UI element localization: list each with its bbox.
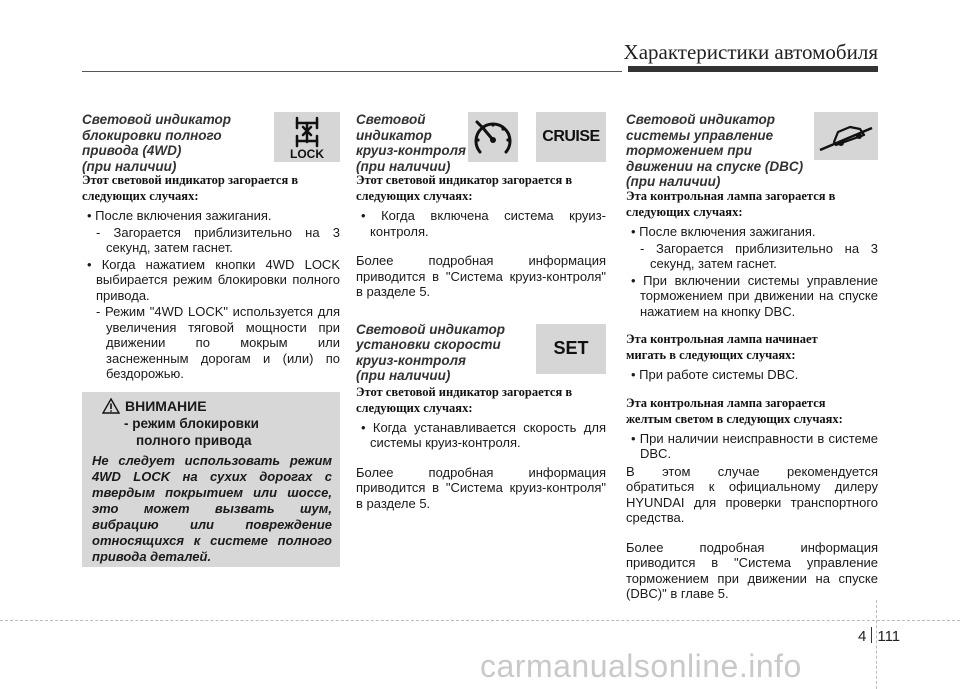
4wd-lock-indicator: [274, 112, 340, 162]
para-set-more-info: Более подробная информация приводится в "Система круиз-контроля" в разделе 5.: [356, 464, 606, 511]
bullet-cruise-on: • Когда включена система круиз-контроля.: [361, 208, 606, 239]
cruise-speedometer-icon: [468, 112, 518, 162]
para-cruise-more-info: Более подробная информация приводится в "Система круиз-контроля" в разделе 5.: [356, 253, 606, 299]
warning-title: ВНИМАНИЕ: [125, 398, 207, 414]
bullet-dbc-ignition: • После включения зажигания.: [631, 224, 816, 239]
warning-body: Не следует использовать режим 4WD LOCK на сухих дорогах с твердым покрытием или шоссе, это может вызвать шум, вибрацию или повреждение относящихся к системе полного привода деталей.: [92, 453, 332, 564]
chapter-number: 4: [858, 628, 867, 645]
bullet-dbc-malfunction: • При наличии неисправности в системе DBC.: [631, 430, 878, 461]
para-dbc-more-info: Более подробная информация приводится в "Система управление торможением при движении на спуске (DBC)" в главе 5.: [626, 539, 878, 601]
sub-dbc-ignition: - Загорается приблизительно на 3 секунд, затем гаснет.: [640, 240, 878, 271]
dbc-indicator: [814, 112, 878, 160]
cruise-indicator-speedo: [468, 112, 518, 162]
bullet-4wd-lock-button: • Когда нажатием кнопки 4WD LOCK выбирается режим блокировки полного привода.: [87, 256, 340, 303]
section-header-set: [356, 321, 606, 383]
section-header-cruise: [356, 112, 606, 174]
cruise-indicator-text: [536, 112, 606, 162]
watermark: carmanualsonline.info: [480, 648, 802, 684]
intro-set: Этот световой индикатор загорается в следующих случаях:: [356, 384, 573, 415]
4wd-lock-icon: [274, 112, 340, 162]
bullet-dbc-button: • При включении системы управление торможением при движении на спуске нажатием на кнопку DBC.: [631, 272, 878, 319]
intro-cruise: Этот световой индикатор загорается в следующих случаях:: [356, 173, 573, 203]
section-title-cruise: Световой индикатор круиз-контроля (при наличии): [356, 112, 466, 174]
column-cruise: [356, 112, 606, 511]
column-4wd-lock: [82, 112, 340, 383]
bullet-set-speed: • Когда устанавливается скорость для системы круиз-контроля.: [361, 419, 606, 450]
warning-triangle-icon: [102, 398, 120, 414]
intro-dbc-yellow: Эта контрольная лампа загорается желтым светом в следующих случаях:: [626, 395, 843, 426]
page-header-title: Характеристики автомобиля: [623, 40, 878, 64]
section-header-4wd: [82, 112, 340, 174]
section-title-set: Световой индикатор установки скорости круиз-контроля (при наличии): [356, 321, 506, 383]
page-number: [858, 627, 900, 645]
warning-subtitle: - режим блокировки полного привода: [124, 416, 259, 448]
intro-dbc-blink: Эта контрольная лампа начинает мигать в следующих случаях:: [626, 332, 818, 362]
lock-label: LOCK: [290, 147, 324, 161]
page-number-value: 111: [877, 628, 901, 645]
header-rule: [82, 71, 622, 72]
intro-4wd: Этот световой индикатор загорается в следующих случаях:: [82, 173, 299, 203]
footer-dashed-rule: [0, 620, 960, 621]
set-label: SET: [553, 338, 589, 358]
bullet-dbc-operating: • При работе системы DBC.: [631, 367, 799, 382]
sub-4wd-lock-mode: - Режим "4WD LOCK" используется для увеличения тяговой мощности при движении по мокрым или заснеженным дорогам и (или) по бездорожью.: [96, 304, 340, 381]
header-rule-bold: [628, 66, 878, 72]
sub-ignition: - Загорается приблизительно на 3 секунд, затем гаснет.: [96, 224, 340, 255]
para-dbc-dealer: В этом случае рекомендуется обратиться к официальному дилеру HYUNDAI для проверки транспортного средства.: [626, 463, 878, 525]
intro-dbc-on: Эта контрольная лампа загорается в следующих случаях:: [626, 189, 836, 219]
section-title-dbc: Световой индикатор системы управление торможением при движении на спуске (DBC) (при наличии): [626, 112, 804, 189]
cruise-label: CRUISE: [542, 128, 600, 145]
warning-header: [82, 392, 340, 415]
section-title-4wd: Световой индикатор блокировки полного привода (4WD) (при наличии): [82, 112, 232, 174]
set-indicator: [536, 324, 606, 374]
dbc-descent-icon: [814, 112, 878, 160]
bullet-ignition: • После включения зажигания.: [87, 208, 272, 223]
column-dbc: [626, 112, 878, 602]
section-header-dbc: [626, 112, 878, 189]
warning-box: [82, 392, 340, 567]
